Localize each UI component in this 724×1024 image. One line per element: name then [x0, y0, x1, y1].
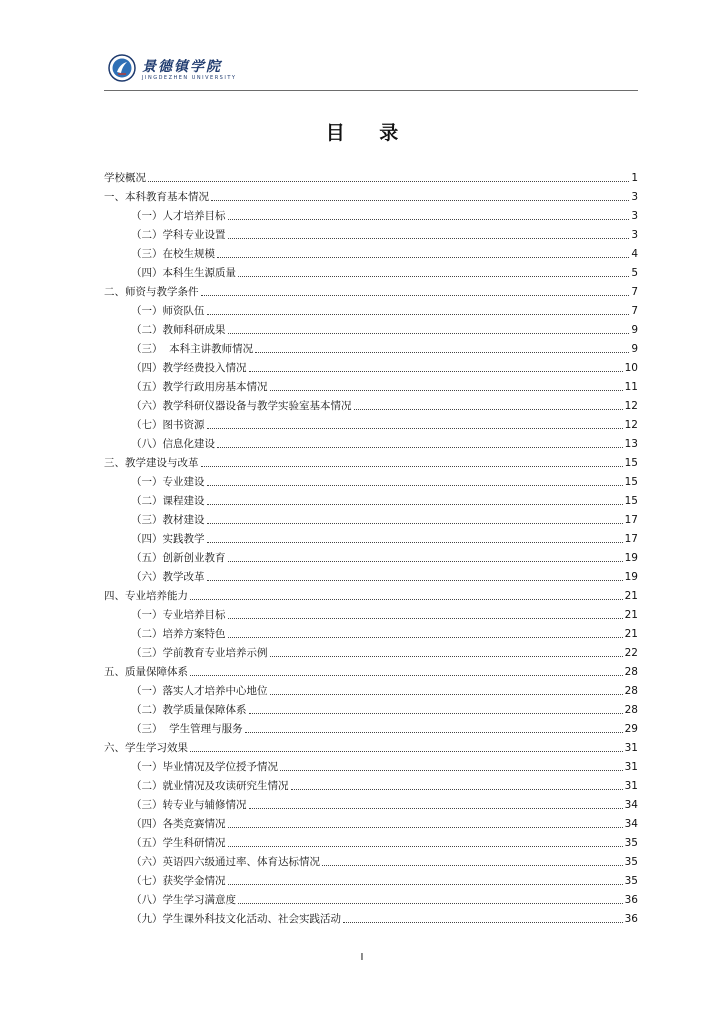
toc-entry-label: （一）专业培养目标	[131, 609, 226, 621]
toc-entry[interactable]	[104, 508, 638, 527]
toc-dot-leader	[255, 351, 629, 353]
toc-entry[interactable]	[104, 185, 638, 204]
toc-entry-page: 12	[624, 419, 638, 431]
toc-entry[interactable]	[104, 166, 638, 185]
toc-dot-leader	[245, 731, 623, 733]
toc-entry-label: （四）各类竞赛情况	[131, 818, 226, 830]
toc-entry-label: （一）师资队伍	[131, 305, 205, 317]
toc-entry[interactable]	[104, 394, 638, 413]
toc-entry-page: 21	[624, 590, 638, 602]
toc-entry-page: 9	[631, 324, 638, 336]
toc-dot-leader	[207, 579, 623, 581]
toc-entry-label: （一）专业建设	[131, 476, 205, 488]
toc-entry-page: 17	[624, 514, 638, 526]
toc-entry[interactable]	[104, 261, 638, 280]
toc-entry-page: 36	[624, 894, 638, 906]
toc-dot-leader	[190, 674, 623, 676]
toc-entry-label: （九）学生课外科技文化活动、社会实践活动	[131, 913, 341, 925]
toc-dot-leader	[201, 294, 630, 296]
toc-entry-page: 29	[624, 723, 638, 735]
toc-entry-page: 3	[631, 210, 638, 222]
page-header	[104, 50, 638, 91]
toc-entry-page: 31	[624, 742, 638, 754]
toc-entry-page: 13	[624, 438, 638, 450]
toc-dot-leader	[354, 408, 623, 410]
toc-dot-leader	[228, 617, 623, 619]
toc-entry[interactable]	[104, 242, 638, 261]
toc-dot-leader	[343, 921, 623, 923]
toc-entry-page: 31	[624, 780, 638, 792]
toc-entry-page: 28	[624, 685, 638, 697]
toc-entry-page: 21	[624, 609, 638, 621]
toc-entry-page: 34	[624, 818, 638, 830]
toc-dot-leader	[207, 541, 623, 543]
logo-name-en: JINGDEZHEN UNIVERSITY	[142, 75, 237, 81]
toc-entry-label: （五）学生科研情况	[131, 837, 226, 849]
toc-entry-page: 3	[631, 229, 638, 241]
toc-entry-label: 四、专业培养能力	[104, 590, 188, 602]
toc-entry-page: 36	[624, 913, 638, 925]
toc-entry[interactable]	[104, 489, 638, 508]
toc-entry-label: （二）教学质量保障体系	[131, 704, 247, 716]
toc-entry-label: （一）毕业情况及学位授予情况	[131, 761, 278, 773]
toc-entry-page: 17	[624, 533, 638, 545]
toc-entry-page: 15	[624, 476, 638, 488]
toc-dot-leader	[291, 788, 623, 790]
toc-dot-leader	[190, 598, 623, 600]
toc-entry[interactable]	[104, 755, 638, 774]
toc-entry[interactable]	[104, 299, 638, 318]
toc-entry[interactable]	[104, 679, 638, 698]
toc-entry-page: 12	[624, 400, 638, 412]
toc-entry-label: 二、师资与教学条件	[104, 286, 199, 298]
toc-dot-leader	[207, 522, 623, 524]
toc-dot-leader	[270, 655, 623, 657]
toc-entry-page: 10	[624, 362, 638, 374]
toc-entry-label: （八）学生学习满意度	[131, 894, 236, 906]
toc-entry-page: 22	[624, 647, 638, 659]
toc-entry-label: （五）创新创业教育	[131, 552, 226, 564]
toc-dot-leader	[217, 256, 629, 258]
toc-title: 目 录	[325, 122, 413, 144]
toc-entry-label: （五）教学行政用房基本情况	[131, 381, 268, 393]
toc-entry-page: 5	[631, 267, 638, 279]
toc-entry-page: 15	[624, 457, 638, 469]
toc-entry-label: （八）信息化建设	[131, 438, 215, 450]
toc-entry-label: （六）教学科研仪器设备与教学实验室基本情况	[131, 400, 352, 412]
toc-dot-leader	[249, 370, 623, 372]
logo-name-cn: 景德镇学院	[142, 59, 222, 75]
toc-entry[interactable]	[104, 318, 638, 337]
toc-entry-label: （三）学前教育专业培养示例	[131, 647, 268, 659]
toc-dot-leader	[211, 199, 629, 201]
toc-dot-leader	[228, 883, 623, 885]
toc-dot-leader	[190, 750, 623, 752]
toc-entry-page: 35	[624, 875, 638, 887]
toc-dot-leader	[228, 560, 623, 562]
toc-entry-label: （三） 本科主讲教师情况	[131, 343, 254, 355]
toc-entry-label: （二）教师科研成果	[131, 324, 226, 336]
toc-entry-label: （二）就业情况及攻读研究生情况	[131, 780, 289, 792]
toc-entry-label: 六、学生学习效果	[104, 742, 188, 754]
toc-entry-page: 28	[624, 666, 638, 678]
toc-entry-label: （二）培养方案特色	[131, 628, 226, 640]
toc-entry[interactable]	[104, 223, 638, 242]
toc-dot-leader	[270, 693, 623, 695]
toc-entry-label: （七）图书资源	[131, 419, 205, 431]
toc-entry[interactable]	[104, 850, 638, 869]
toc-entry[interactable]	[104, 375, 638, 394]
toc-dot-leader	[238, 902, 623, 904]
toc-entry[interactable]	[104, 660, 638, 679]
toc-entry[interactable]	[104, 546, 638, 565]
toc-entry-label: （六）英语四六级通过率、体育达标情况	[131, 856, 320, 868]
toc-entry[interactable]	[104, 907, 638, 926]
toc-entry[interactable]	[104, 717, 638, 736]
toc-dot-leader	[148, 180, 629, 182]
toc-entry-label: （四）教学经费投入情况	[131, 362, 247, 374]
toc-entry-label: （三）在校生规模	[131, 248, 215, 260]
toc-entry-page: 35	[624, 856, 638, 868]
toc-entry-label: （四）本科生生源质量	[131, 267, 236, 279]
toc-entry-label: （二）课程建设	[131, 495, 205, 507]
toc-dot-leader	[249, 807, 623, 809]
toc-entry[interactable]	[104, 869, 638, 888]
toc-dot-leader	[228, 237, 630, 239]
toc-entry-label: （三）教材建设	[131, 514, 205, 526]
toc-dot-leader	[207, 313, 630, 315]
toc-entry-page: 11	[624, 381, 638, 393]
toc-entry[interactable]	[104, 888, 638, 907]
toc-entry[interactable]	[104, 280, 638, 299]
toc-dot-leader	[238, 275, 629, 277]
toc-entry[interactable]	[104, 603, 638, 622]
toc-dot-leader	[228, 826, 623, 828]
toc-dot-leader	[207, 427, 623, 429]
toc-entry-page: 19	[624, 552, 638, 564]
toc-entry[interactable]	[104, 584, 638, 603]
toc-dot-leader	[228, 636, 623, 638]
toc-entry-page: 31	[624, 761, 638, 773]
toc-entry[interactable]	[104, 451, 638, 470]
toc-dot-leader	[228, 845, 623, 847]
toc-entry-page: 35	[624, 837, 638, 849]
toc-entry[interactable]	[104, 356, 638, 375]
toc-dot-leader	[228, 332, 630, 334]
toc-entry-page: 19	[624, 571, 638, 583]
toc-entry-label: （二）学科专业设置	[131, 229, 226, 241]
toc-entry-label: 一、本科教育基本情况	[104, 191, 209, 203]
toc-entry[interactable]	[104, 831, 638, 850]
toc-dot-leader	[207, 484, 623, 486]
toc-dot-leader	[249, 712, 623, 714]
toc-dot-leader	[228, 218, 630, 220]
toc-entry-page: 28	[624, 704, 638, 716]
toc-entry-page: 4	[631, 248, 638, 260]
toc-entry-label: （三）转专业与辅修情况	[131, 799, 247, 811]
toc-entry-label: （一）人才培养目标	[131, 210, 226, 222]
toc-entry[interactable]	[104, 432, 638, 451]
toc-entry[interactable]	[104, 470, 638, 489]
toc-dot-leader	[207, 503, 623, 505]
toc-dot-leader	[322, 864, 623, 866]
toc-entry[interactable]	[104, 774, 638, 793]
toc-entry[interactable]	[104, 793, 638, 812]
toc-entry-page: 15	[624, 495, 638, 507]
toc-dot-leader	[270, 389, 623, 391]
toc-entry[interactable]	[104, 812, 638, 831]
table-of-contents	[104, 166, 638, 926]
toc-entry-label: （六）教学改革	[131, 571, 205, 583]
toc-entry-label: 五、质量保障体系	[104, 666, 188, 678]
toc-dot-leader	[217, 446, 623, 448]
toc-entry[interactable]	[104, 622, 638, 641]
toc-entry[interactable]	[104, 641, 638, 660]
toc-entry-label: （三） 学生管理与服务	[131, 723, 243, 735]
toc-entry[interactable]	[104, 736, 638, 755]
toc-entry-page: 21	[624, 628, 638, 640]
university-seal-icon	[108, 54, 136, 82]
toc-entry-page: 34	[624, 799, 638, 811]
toc-entry-label: （七）获奖学金情况	[131, 875, 226, 887]
toc-entry-label: （一）落实人才培养中心地位	[131, 685, 268, 697]
toc-entry-label: 学校概况	[104, 172, 146, 184]
toc-entry-page: 3	[631, 191, 638, 203]
toc-entry[interactable]	[104, 698, 638, 717]
toc-entry-page: 9	[631, 343, 638, 355]
toc-entry[interactable]	[104, 337, 638, 356]
toc-entry-page: 7	[631, 286, 638, 298]
toc-entry[interactable]	[104, 413, 638, 432]
toc-entry-label: 三、教学建设与改革	[104, 457, 199, 469]
toc-dot-leader	[280, 769, 623, 771]
toc-entry-page: 1	[631, 172, 638, 184]
toc-entry[interactable]	[104, 527, 638, 546]
toc-entry[interactable]	[104, 565, 638, 584]
toc-entry[interactable]	[104, 204, 638, 223]
toc-dot-leader	[201, 465, 623, 467]
page-number: I	[360, 952, 364, 963]
toc-entry-label: （四）实践教学	[131, 533, 205, 545]
toc-entry-page: 7	[631, 305, 638, 317]
